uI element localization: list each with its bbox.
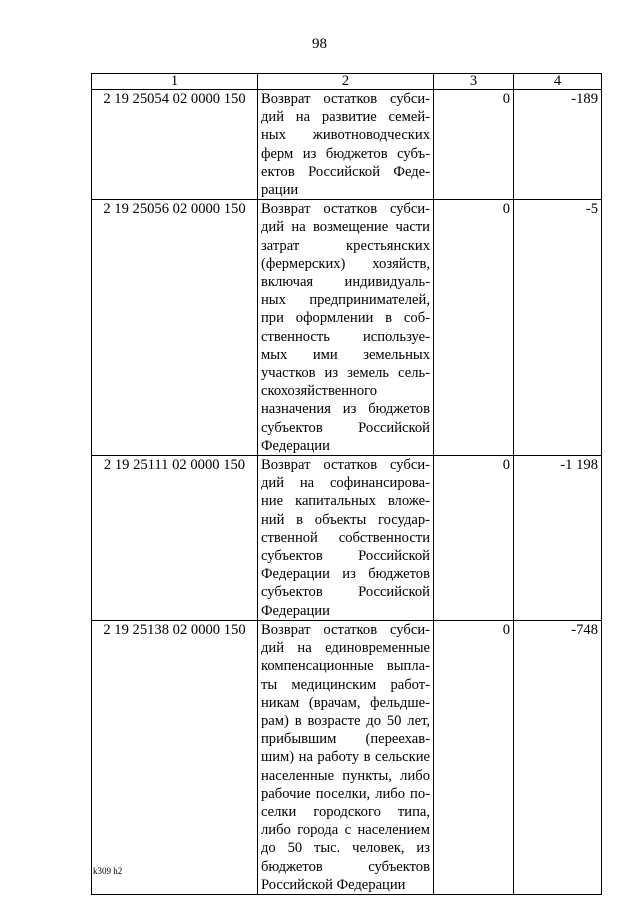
- description-line: селки городского типа,: [261, 803, 430, 820]
- description-line: при оформлении в соб-: [261, 310, 430, 327]
- description-line: (фермерских) хозяйств,: [261, 255, 430, 272]
- budget-table: [91, 73, 602, 895]
- description-line: ты медицинским работ-: [261, 676, 430, 693]
- income-description: [258, 200, 434, 456]
- income-description: [258, 620, 434, 894]
- description-line: дий на развитие семей-: [261, 109, 430, 126]
- column-header-2: 2: [258, 74, 434, 90]
- description-line: Возврат остатков субси-: [261, 91, 430, 107]
- description-line: Возврат остатков субси-: [261, 457, 430, 474]
- description-line: населенные пункты, либо: [261, 767, 430, 784]
- description-line: ние капитальных вложе-: [261, 493, 430, 510]
- description-line: включая индивидуаль-: [261, 274, 430, 291]
- column-3-value: 0: [434, 200, 514, 456]
- description-line: дий на софинансирова-: [261, 475, 430, 492]
- description-line: рам) в возрасте до 50 лет,: [261, 712, 430, 729]
- income-description: [258, 90, 434, 200]
- column-3-value: 0: [434, 456, 514, 621]
- description-line: ний в объекты государ-: [261, 511, 430, 528]
- income-description: [258, 456, 434, 621]
- column-4-value: -189: [514, 90, 602, 200]
- table-header-row: [92, 74, 602, 90]
- document-footer-code: k309 h2: [93, 866, 123, 876]
- description-line: назначения из бюджетов: [261, 401, 430, 418]
- table-row: [92, 620, 602, 894]
- column-4-value: -748: [514, 620, 602, 894]
- description-line: дий на единовременные: [261, 640, 430, 657]
- description-line: субъектов Российской: [261, 548, 430, 565]
- description-line: Федерации из бюджетов: [261, 566, 430, 583]
- description-line: до 50 тыс. человек, из: [261, 840, 430, 857]
- description-line: прибывшим (переехав-: [261, 731, 430, 748]
- column-header-1: 1: [92, 74, 258, 90]
- column-3-value: 0: [434, 90, 514, 200]
- classification-code: 2 19 25056 02 0000 150: [92, 200, 258, 456]
- description-line: ственной собственности: [261, 529, 430, 546]
- description-line: рации: [261, 182, 299, 199]
- description-line: Возврат остатков субси-: [261, 201, 430, 218]
- column-3-value: 0: [434, 620, 514, 894]
- column-4-value: -5: [514, 200, 602, 456]
- column-4-value: -1 198: [514, 456, 602, 621]
- description-line: никам (врачам, фельдше-: [261, 694, 430, 711]
- table-row: [92, 456, 602, 621]
- description-line: дий на возмещение части: [261, 219, 430, 236]
- description-line: ных животноводческих: [261, 127, 430, 144]
- description-line: либо города с населением: [261, 822, 430, 839]
- description-line: субъектов Российской: [261, 419, 430, 436]
- description-line: Федерации: [261, 602, 330, 619]
- description-line: ных предпринимателей,: [261, 292, 430, 309]
- table-body: [92, 90, 602, 895]
- column-header-4: 4: [514, 74, 602, 90]
- column-header-3: 3: [434, 74, 514, 90]
- classification-code: 2 19 25138 02 0000 150: [92, 620, 258, 894]
- description-line: рабочие поселки, либо по-: [261, 785, 430, 802]
- table-row: [92, 200, 602, 456]
- description-line: бюджетов субъектов: [261, 858, 430, 875]
- table-row: [92, 90, 602, 200]
- description-line: ектов Российской Феде-: [261, 163, 430, 180]
- description-line: ферм из бюджетов субъ-: [261, 145, 430, 162]
- description-line: участков из земель сель-: [261, 365, 430, 382]
- classification-code: 2 19 25054 02 0000 150: [92, 90, 258, 200]
- description-line: ственность используе-: [261, 328, 430, 345]
- description-line: затрат крестьянских: [261, 237, 430, 254]
- description-line: Российской Федерации: [261, 876, 406, 893]
- description-line: скохозяйственного: [261, 383, 378, 400]
- description-line: мых ими земельных: [261, 346, 430, 363]
- description-line: шим) на работу в сельские: [261, 749, 430, 766]
- classification-code: 2 19 25111 02 0000 150: [92, 456, 258, 621]
- page-number: 98: [312, 36, 327, 52]
- description-line: Возврат остатков субси-: [261, 621, 430, 638]
- description-line: Федерации: [261, 437, 330, 454]
- description-line: компенсационные выпла-: [261, 658, 430, 675]
- description-line: субъектов Российской: [261, 584, 430, 601]
